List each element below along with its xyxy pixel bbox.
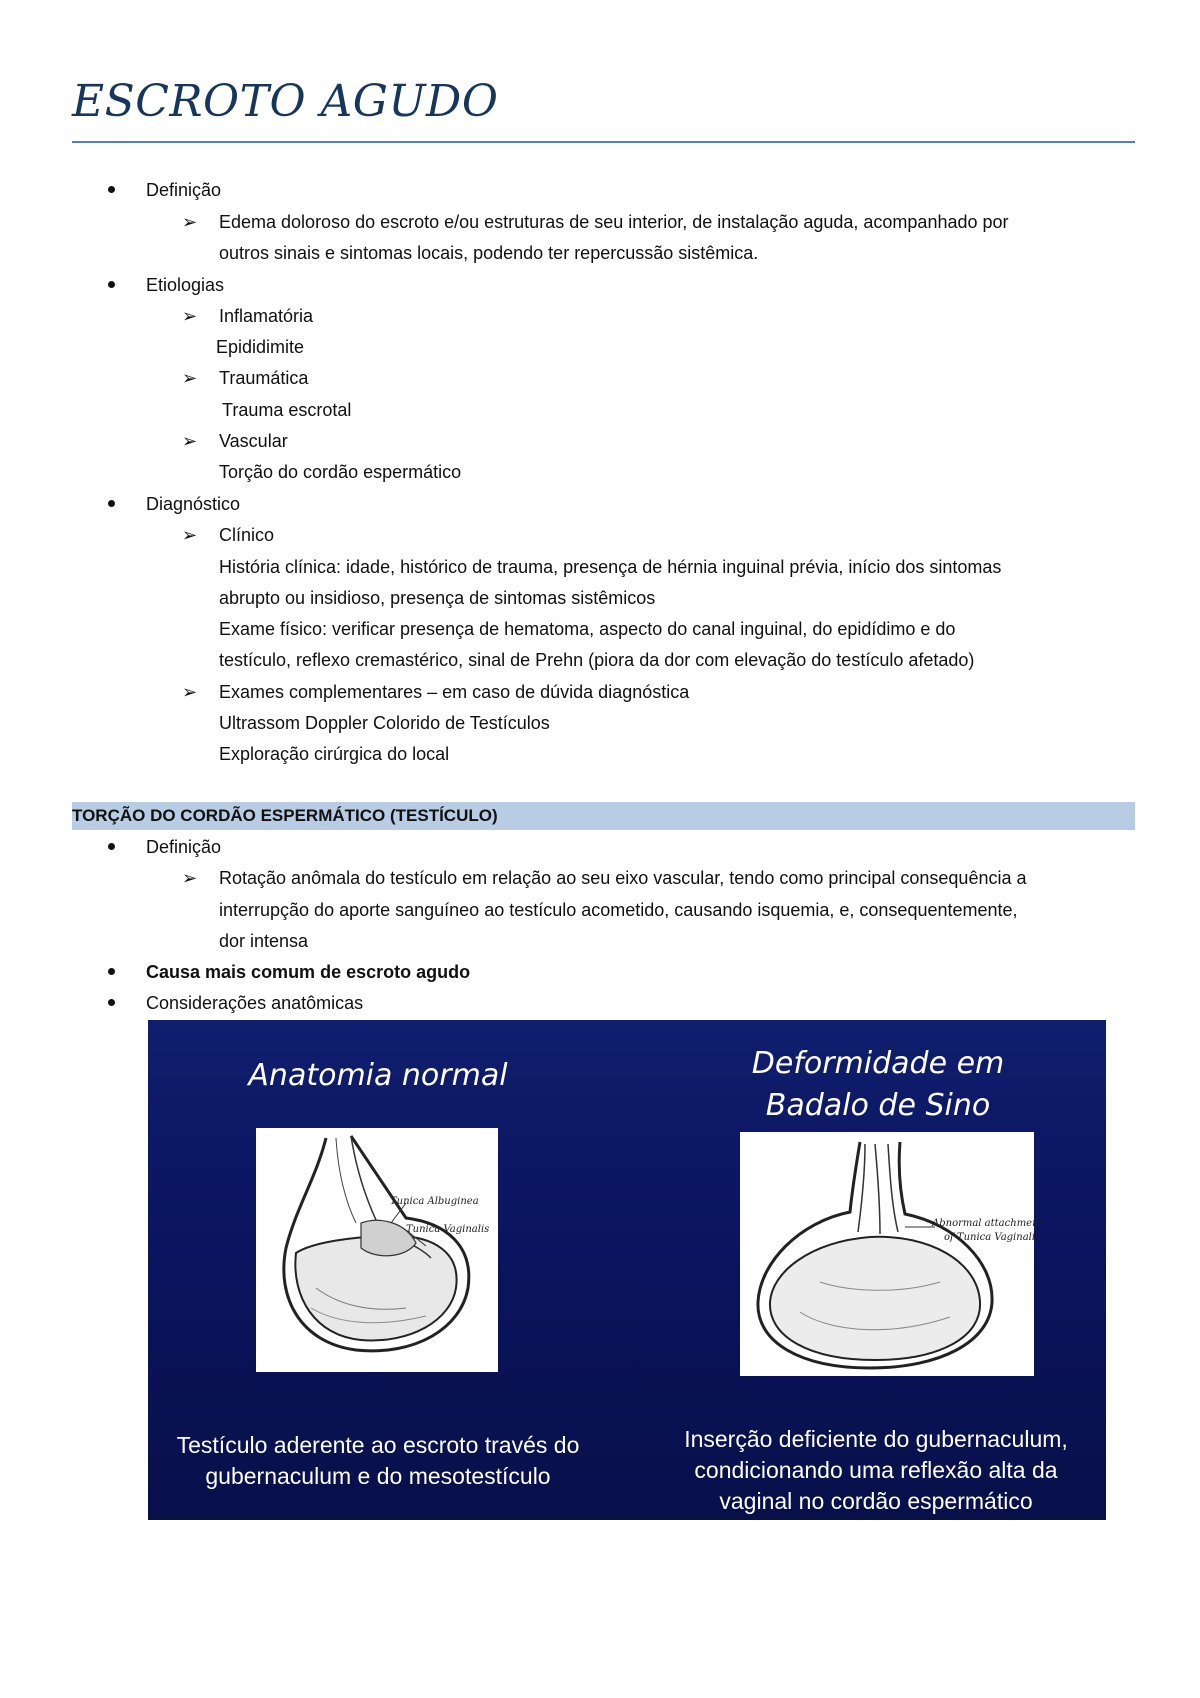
slide-right-title-2: Badalo de Sino	[765, 1088, 991, 1123]
right-caption-1: Inserção deficiente do gubernaculum,	[684, 1426, 1068, 1452]
etiologia-item-detail: Trauma escrotal	[222, 400, 352, 420]
torcao-definicao-line: Rotação anômala do testículo em relação ao seu eixo vascular, tendo como principal consequência a	[219, 868, 1027, 888]
complementares-line: Ultrassom Doppler Colorido de Testículos	[219, 713, 550, 733]
arrow-bullet-icon: ➢	[182, 525, 198, 545]
abnormal-attachment-label-2: of Tunica Vaginalis	[944, 1232, 1041, 1243]
etiologia-item-detail: Torção do cordão espermático	[219, 462, 462, 482]
normal-anatomy-illustration	[256, 1128, 498, 1372]
consideracoes-label: Considerações anatômicas	[146, 993, 364, 1013]
etiologia-item-label: Vascular	[219, 431, 288, 451]
right-caption-3: vaginal no cordão espermático	[719, 1488, 1033, 1514]
abnormal-attachment-label: Abnormal attachment	[932, 1218, 1043, 1229]
causa-comum: Causa mais comum de escroto agudo	[146, 962, 471, 982]
bullet-icon	[108, 186, 115, 193]
arrow-bullet-icon: ➢	[182, 431, 198, 451]
clinico-line: Exame físico: verificar presença de hematoma, aspecto do canal inguinal, do epidídimo e do	[219, 619, 956, 639]
section-heading: TORÇÃO DO CORDÃO ESPERMÁTICO (TESTÍCULO)	[72, 806, 498, 825]
left-caption-1: Testículo aderente ao escroto través do	[176, 1432, 580, 1458]
torcao-definicao-line: dor intensa	[219, 931, 309, 951]
definicao-text-1: Edema doloroso do escroto e/ou estruturas de seu interior, de instalação aguda, acompanhado por	[219, 212, 1009, 232]
clinico-label: Clínico	[219, 525, 275, 545]
etiologia-item-label: Traumática	[219, 368, 309, 388]
arrow-bullet-icon: ➢	[182, 682, 198, 702]
bell-clapper-drawing-icon	[740, 1132, 1034, 1376]
bullet-icon	[108, 843, 115, 850]
left-caption-2: gubernaculum e do mesotestículo	[205, 1463, 551, 1489]
diagnostico-label: Diagnóstico	[146, 494, 241, 514]
arrow-bullet-icon: ➢	[182, 368, 198, 388]
slide-right-title-1: Deformidade em	[751, 1046, 1005, 1081]
arrow-bullet-icon: ➢	[182, 212, 198, 232]
bell-clapper-illustration	[740, 1132, 1043, 1376]
arrow-bullet-icon: ➢	[182, 306, 198, 326]
right-caption-2: condicionando uma reflexão alta da	[694, 1457, 1058, 1483]
bullet-icon	[108, 968, 115, 975]
arrow-bullet-icon: ➢	[182, 868, 198, 888]
etiologias-label: Etiologias	[146, 275, 225, 295]
etiologia-item-detail: Epididimite	[216, 337, 305, 357]
bullet-icon	[108, 500, 115, 507]
bullet-icon	[108, 999, 115, 1006]
clinico-line: testículo, reflexo cremastérico, sinal de Prehn (piora da dor com elevação do testículo afetado)	[219, 650, 975, 670]
tunica-vaginalis-label: Tunica Vaginalis	[406, 1224, 490, 1235]
torcao-definicao-line: interrupção do aporte sanguíneo ao testículo acometido, causando isquemia, e, consequentemente,	[219, 900, 1018, 920]
slide-left-title: Anatomia normal	[248, 1058, 508, 1093]
clinico-line: História clínica: idade, histórico de trauma, presença de hérnia inguinal prévia, início dos sintomas	[219, 557, 1002, 577]
tunica-albuginea-label: Tunica Albuginea	[390, 1196, 479, 1207]
torcao-definicao-label: Definição	[146, 837, 222, 857]
testis-drawing-icon	[256, 1128, 498, 1372]
complementares-line: Exploração cirúrgica do local	[219, 744, 450, 764]
page-title: ESCROTO AGUDO	[72, 76, 499, 127]
clinico-line: abrupto ou insidioso, presença de sintomas sistêmicos	[219, 588, 656, 608]
definicao-text-2: outros sinais e sintomas locais, podendo ter repercussão sistêmica.	[219, 243, 759, 263]
title-underline	[72, 141, 1135, 143]
anatomy-slide-figure	[148, 1020, 1106, 1520]
bullet-icon	[108, 281, 115, 288]
definicao-label: Definição	[146, 180, 222, 200]
complementares-label: Exames complementares – em caso de dúvida diagnóstica	[219, 682, 690, 702]
etiologia-item-label: Inflamatória	[219, 306, 314, 326]
